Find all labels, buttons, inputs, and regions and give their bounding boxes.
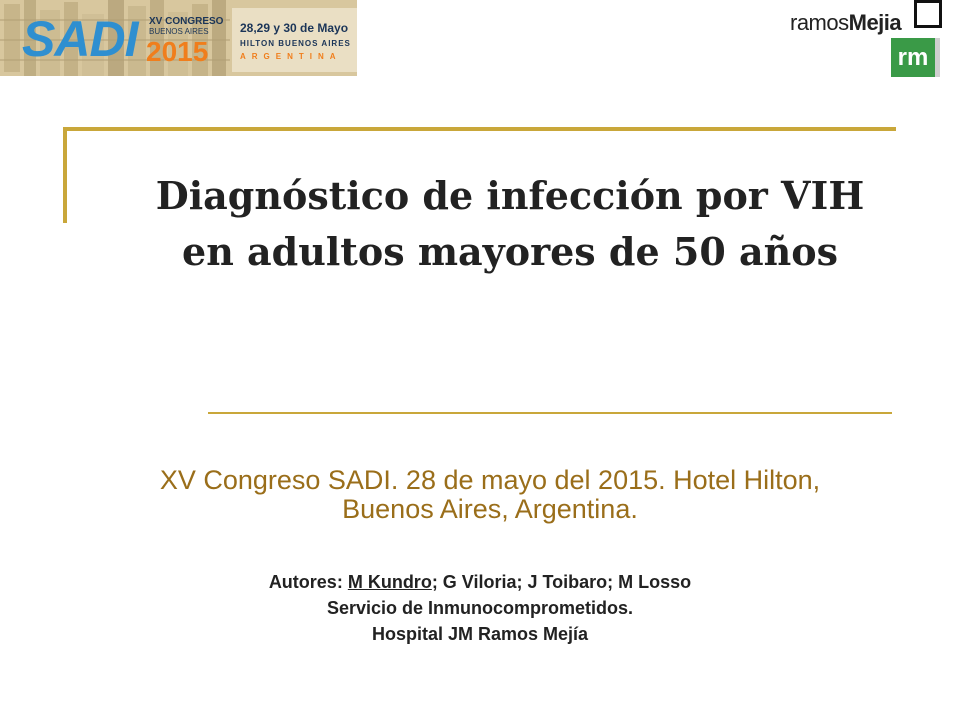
- sadi-brand: SADI: [22, 11, 138, 67]
- sadi-dates: 28,29 y 30 de Mayo: [240, 21, 349, 35]
- sadi-year: 2015: [146, 36, 209, 67]
- authors-line: [90, 569, 870, 595]
- title-line-2: en adultos mayores de 50 años: [182, 229, 838, 274]
- service-line: Servicio de Inmunocomprometidos.: [326, 598, 634, 618]
- logo-outline-square-icon: [914, 0, 942, 28]
- logo-shadow-bar: [935, 38, 940, 77]
- gold-rule-divider: [208, 412, 892, 414]
- sadi-congreso-label: XV CONGRESO: [149, 16, 224, 27]
- sadi-city-label: BUENOS AIRES: [149, 27, 209, 36]
- subtitle-line-1: XV Congreso SADI. 28 de mayo del 2015. Hotel Hilton,: [159, 465, 821, 495]
- slide-title: [90, 168, 930, 280]
- congress-banner: [0, 0, 357, 76]
- hospital-line: Hospital JM Ramos Mejía: [371, 624, 589, 644]
- logo-monogram: rm: [891, 38, 935, 77]
- title-line-1: Diagnóstico de infección por VIH: [155, 173, 865, 218]
- subtitle-line-2: Buenos Aires, Argentina.: [342, 494, 638, 524]
- sadi-country: ARGENTINA: [240, 52, 342, 61]
- slide-subtitle: [60, 466, 920, 524]
- gold-rule-left: [63, 127, 67, 223]
- first-author: M Kundro: [347, 572, 432, 592]
- logo-text-light: ramos: [790, 10, 849, 35]
- authors-prefix: Autores:: [268, 572, 348, 592]
- hospital-logo: [780, 0, 960, 80]
- gold-rule-top: [63, 127, 896, 131]
- authors-block: [90, 569, 870, 647]
- other-authors: ; G Viloria; J Toibaro; M Losso: [431, 572, 692, 592]
- logo-text-bold: Mejia: [848, 10, 902, 35]
- hospital-logo-wordmark: [790, 12, 901, 34]
- sadi-hotel: HILTON BUENOS AIRES: [240, 39, 351, 48]
